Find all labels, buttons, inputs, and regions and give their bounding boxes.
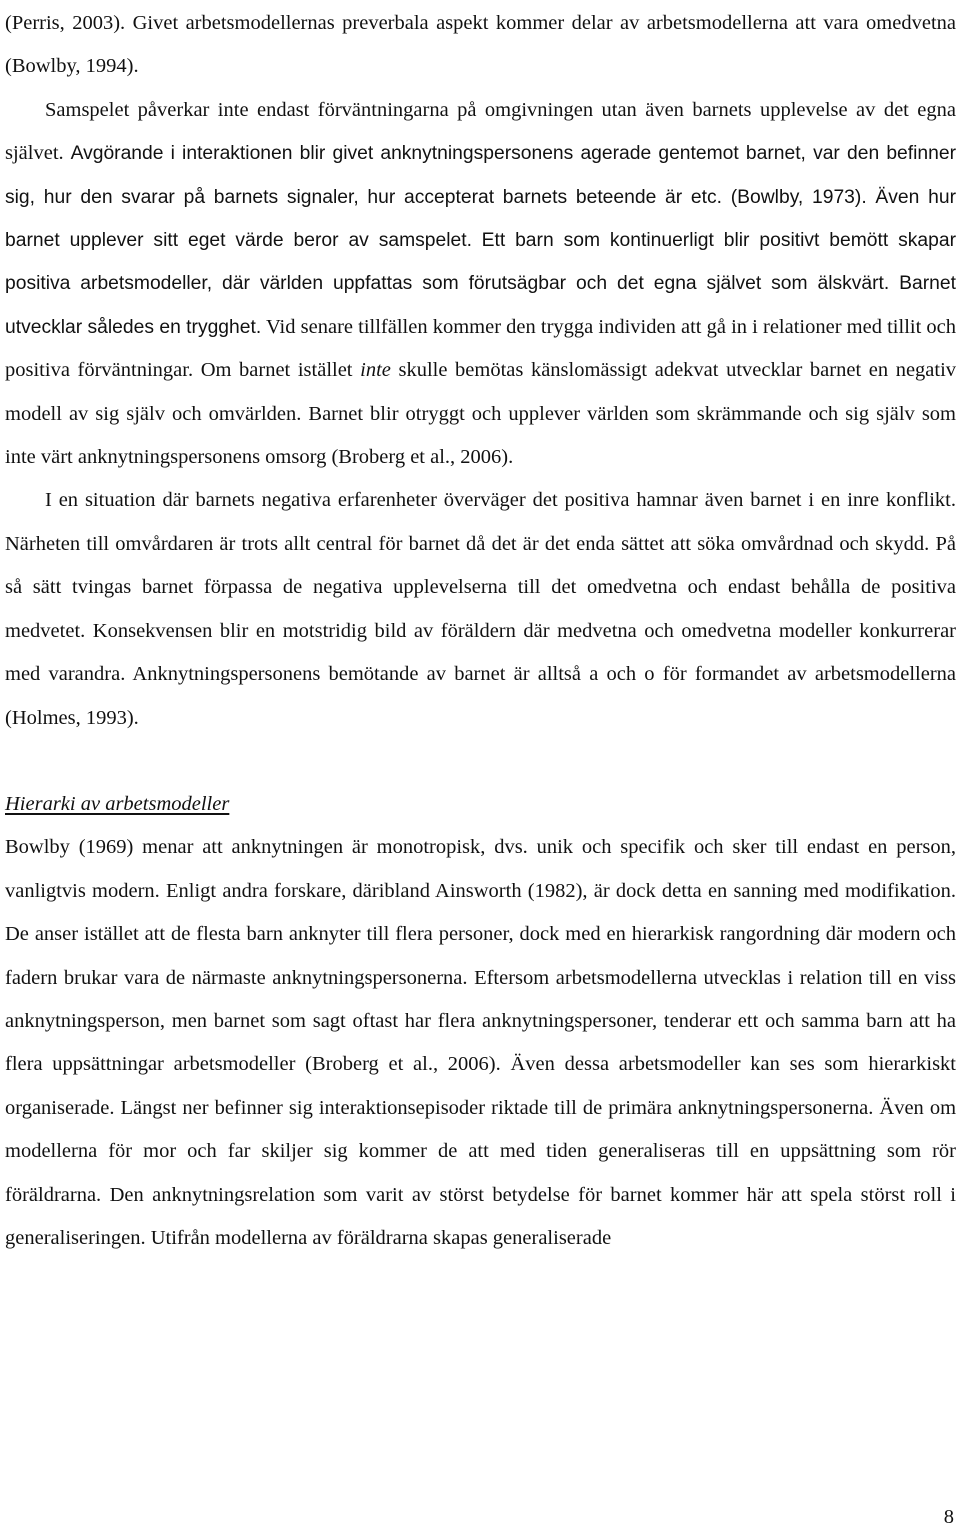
sentence: Ett barn som kontinuerligt blir positivt bemött skapar positiva arbetsmodeller, där världen uppfattas som förutsägbar och det egna självet som älskvärt. Barnet utvecklar således en trygghet. (5, 230, 957, 338)
sentence: I en situation där barnets negativa erfarenheter överväger det positiva hamnar även barnet i en inre konflikt. (45, 489, 956, 512)
section-heading: Hierarki av arbetsmodeller (5, 792, 230, 815)
sentence: Vid senare tillfällen kommer den trygga individen att gå in i relationer med tillit och positiva förväntningar. (5, 315, 957, 382)
sentence: Anknytningspersonens bemötande av barnet är alltså a och o för formandet av arbetsmodellerna (Holmes, 1993). (5, 663, 957, 729)
sentence: Längst ner befinner sig interaktionsepisoder riktade till de primära anknytningspersonerna. (120, 1096, 874, 1119)
paragraph-2 (5, 89, 956, 480)
sentence: skulle bemötas känslomässigt adekvat utvecklar barnet en negativ modell av sig själv och omvärlden. (5, 359, 957, 425)
sentence: Eftersom arbetsmodellerna utvecklas i relation till en viss anknytningsperson, men barnet som sagt oftast har flera anknytningspersoner, tenderar ett och samma barn att ha flera uppsättningar arbetsmodeller (Broberg et al., 2006). (5, 966, 957, 1076)
document-page (5, 2, 956, 1260)
emphasis: inte (360, 359, 391, 382)
sentence: Konsekvensen blir en motstridig bild av föräldern där medvetna och omedvetna modeller konkurrerar med varandra. (5, 619, 956, 686)
sentence: Barnet blir otryggt och upplever världen som skrämmande och sig själv som inte värt anknytningspersonens omsorg (Broberg et al., 2006). (5, 402, 956, 469)
paragraph-4 (5, 826, 956, 1260)
sentence: Även dessa arbetsmodeller kan ses som hierarkiskt organiserade. (5, 1053, 956, 1119)
sentence: Bowlby (1969) menar att anknytningen är monotropisk, dvs. unik och specifik och sker till endast en person, vanligtvis modern. (5, 836, 956, 902)
sentence: (Perris, 2003). Givet arbetsmodellernas preverbala aspekt kommer delar av arbetsmodellerna att vara omedvetna (Bowlby, 1994). (5, 12, 956, 78)
sentence: På så sätt tvingas barnet förpassa de negativa upplevelserna till det omedvetna och endast behålla de positiva medvetet. (5, 532, 957, 642)
paragraph-1 (5, 2, 956, 89)
sentence: Utifrån modellerna av föräldrarna skapas generaliserade (150, 1226, 612, 1249)
sentence: Avgörande i interaktionen blir givet anknytningspersonens agerade gentemot barnet, var den befinner sig, hur den svarar på barnets signaler, hur accepterat barnets beteende är etc. (Bowlby, 1973). Även hur barnet upplever sitt eget värde beror av samspelet. (5, 143, 956, 252)
sentence: Den anknytningsrelation som varit av störst betydelse för barnet kommer här att spela störst roll i generaliseringen. (5, 1183, 956, 1249)
sentence: Enligt andra forskare, däribland Ainsworth (1982), är dock detta en sanning med modifikation. (166, 879, 957, 902)
section-gap (5, 740, 956, 783)
sentence: Närheten till omvårdaren är trots allt central för barnet då det är det enda sättet att söka omvårdnad och skydd. (5, 532, 930, 555)
sentence: De anser istället att de flesta barn anknyter till flera personer, dock med en hierarkisk rangordning där modern och fadern brukar vara de närmaste anknytningspersonerna. (5, 923, 956, 989)
paragraph-3 (5, 479, 956, 739)
sentence: Även om modellerna för mor och far skiljer sig kommer de att med tiden generaliseras till en uppsättning som rör föräldrarna. (5, 1096, 957, 1206)
sentence: Om barnet istället (200, 359, 353, 382)
sentence: Samspelet påverkar inte endast förväntningarna på omgivningen utan även barnets upplevelse av det egna självet. (5, 98, 956, 165)
page-number: 8 (943, 1506, 954, 1528)
